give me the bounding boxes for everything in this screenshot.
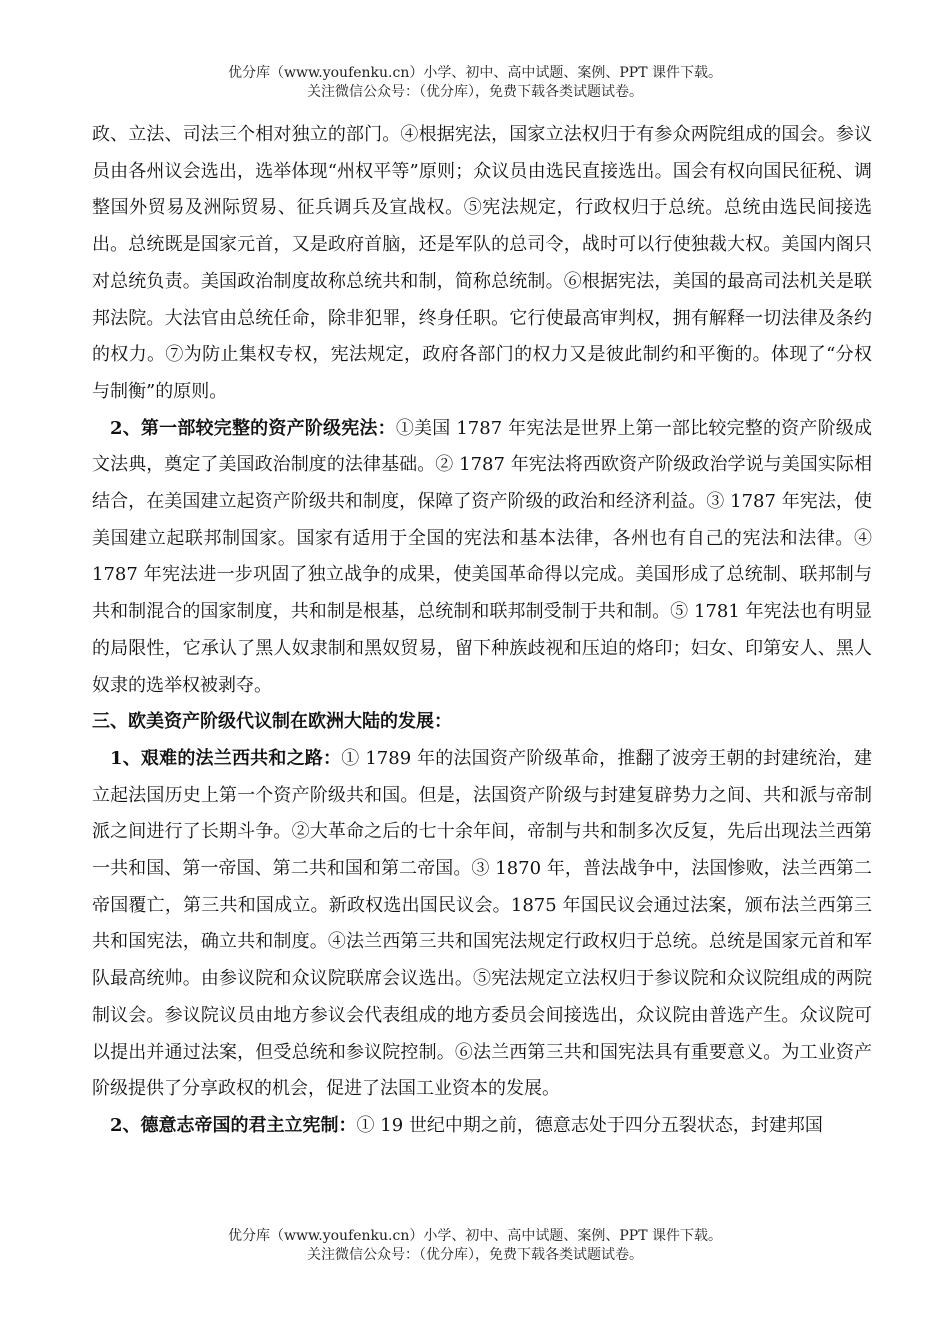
header-line-1: 优分库（www.youfenku.cn）小学、初中、高中试题、案例、PPT 课件下载。 bbox=[227, 65, 722, 81]
page-header bbox=[0, 64, 950, 102]
paragraph-3-text: ① 1789 年的法国资产阶级革命，推翻了波旁王朝的封建统治，建立起法国历史上第一个资产阶级共和国。但是，法国资产阶级与封建复辟势力之间、共和派与帝制派之间进行了长期斗争。②大革命之后的七十余年间，帝制与共和制多次反复，先后出现法兰西第一共和国、第一帝国、第二共和国和第二帝国。③ 1870 年，普法战争中，法国惨败，法兰西第二帝国覆亡，第三共和国成立。新政权选出国民议会。1875 年国民议会通过法案，颁布法兰西第三共和国宪法，确立共和制度。④法兰西第三共和国宪法规定行政权归于总统。总统是国家元首和军队最高统帅。由参议院和众议院联席会议选出。⑤宪法规定立法权归于参议院和众议院组成的两院制议会。参议院议员由地方参议会代表组成的地方委员会间接选出，众议院由普选产生。众议院可以提出并通过法案，但受总统和参议院控制。⑥法兰西第三共和国宪法具有重要意义。为工业资产阶级提供了分享政权的机会，促进了法国工业资本的发展。 bbox=[92, 747, 873, 1100]
section-3-heading: 三、欧美资产阶级代议制在欧洲大陆的发展： bbox=[92, 711, 452, 733]
page-footer bbox=[0, 1227, 950, 1265]
paragraph-2-text: ①美国 1787 年宪法是世界上第一部比较完整的资产阶级成文法典，奠定了美国政治制度的法律基础。② 1787 年宪法将西欧资产阶级政治学说与美国实际相结合，在美国建立起资产阶级共和制度，保障了资产阶级的政治和经济利益。③ 1787 年宪法，使美国建立起联邦制国家。国家有适用于全国的宪法和基本法律，各州也有自己的宪法和法律。④ 1787 年宪法进一步巩固了独立战争的成果，使美国革命得以完成。美国形成了总统制、联邦制与共和制混合的国家制度，共和制是根基，总统制和联邦制受制于共和制。⑤ 1781 年宪法也有明显的局限性，它承认了黑人奴隶制和黑奴贸易，留下种族歧视和压迫的烙印；妇女、印第安人、黑人奴隶的选举权被剥夺。 bbox=[92, 417, 872, 696]
document-body bbox=[92, 117, 872, 1145]
footer-line-2: 关注微信公众号：（优分库），免费下载各类试题试卷。 bbox=[307, 1247, 643, 1263]
paragraph-4-text: ① 19 世纪中期之前，德意志处于四分五裂状态，封建邦国 bbox=[356, 1114, 823, 1136]
footer-line-1: 优分库（www.youfenku.cn）小学、初中、高中试题、案例、PPT 课件下载。 bbox=[227, 1228, 722, 1244]
paragraph-1: 政、立法、司法三个相对独立的部门。④根据宪法，国家立法权归于有参众两院组成的国会。参议员由各州议会选出，选举体现“州权平等”原则；众议员由选民直接选出。国会有权向国民征税、调整国外贸易及洲际贸易、征兵调兵及宣战权。⑤宪法规定，行政权归于总统。总统由选民间接选出。总统既是国家元首，又是政府首脑，还是军队的总司令，战时可以行使独裁大权。美国内阁只对总统负责。美国政治制度故称总统共和制，简称总统制。⑥根据宪法，美国的最高司法机关是联邦法院。大法官由总统任命，除非犯罪，终身任职。它行使最高审判权，拥有解释一切法律及条约的权力。⑦为防止集权专权，宪法规定，政府各部门的权力又是彼此制约和平衡的。体现了“分权与制衡”的原则。 bbox=[92, 124, 872, 402]
paragraph-4 bbox=[92, 1108, 872, 1145]
paragraph-2-heading: 2、第一部较完整的资产阶级宪法： bbox=[110, 417, 396, 439]
header-line-2: 关注微信公众号：（优分库），免费下载各类试题试卷。 bbox=[307, 84, 643, 100]
paragraph-2 bbox=[92, 411, 872, 705]
paragraph-4-heading: 2、德意志帝国的君主立宪制： bbox=[110, 1114, 357, 1136]
paragraph-3 bbox=[92, 741, 872, 1108]
paragraph-3-heading: 1、艰难的法兰西共和之路： bbox=[110, 747, 342, 769]
